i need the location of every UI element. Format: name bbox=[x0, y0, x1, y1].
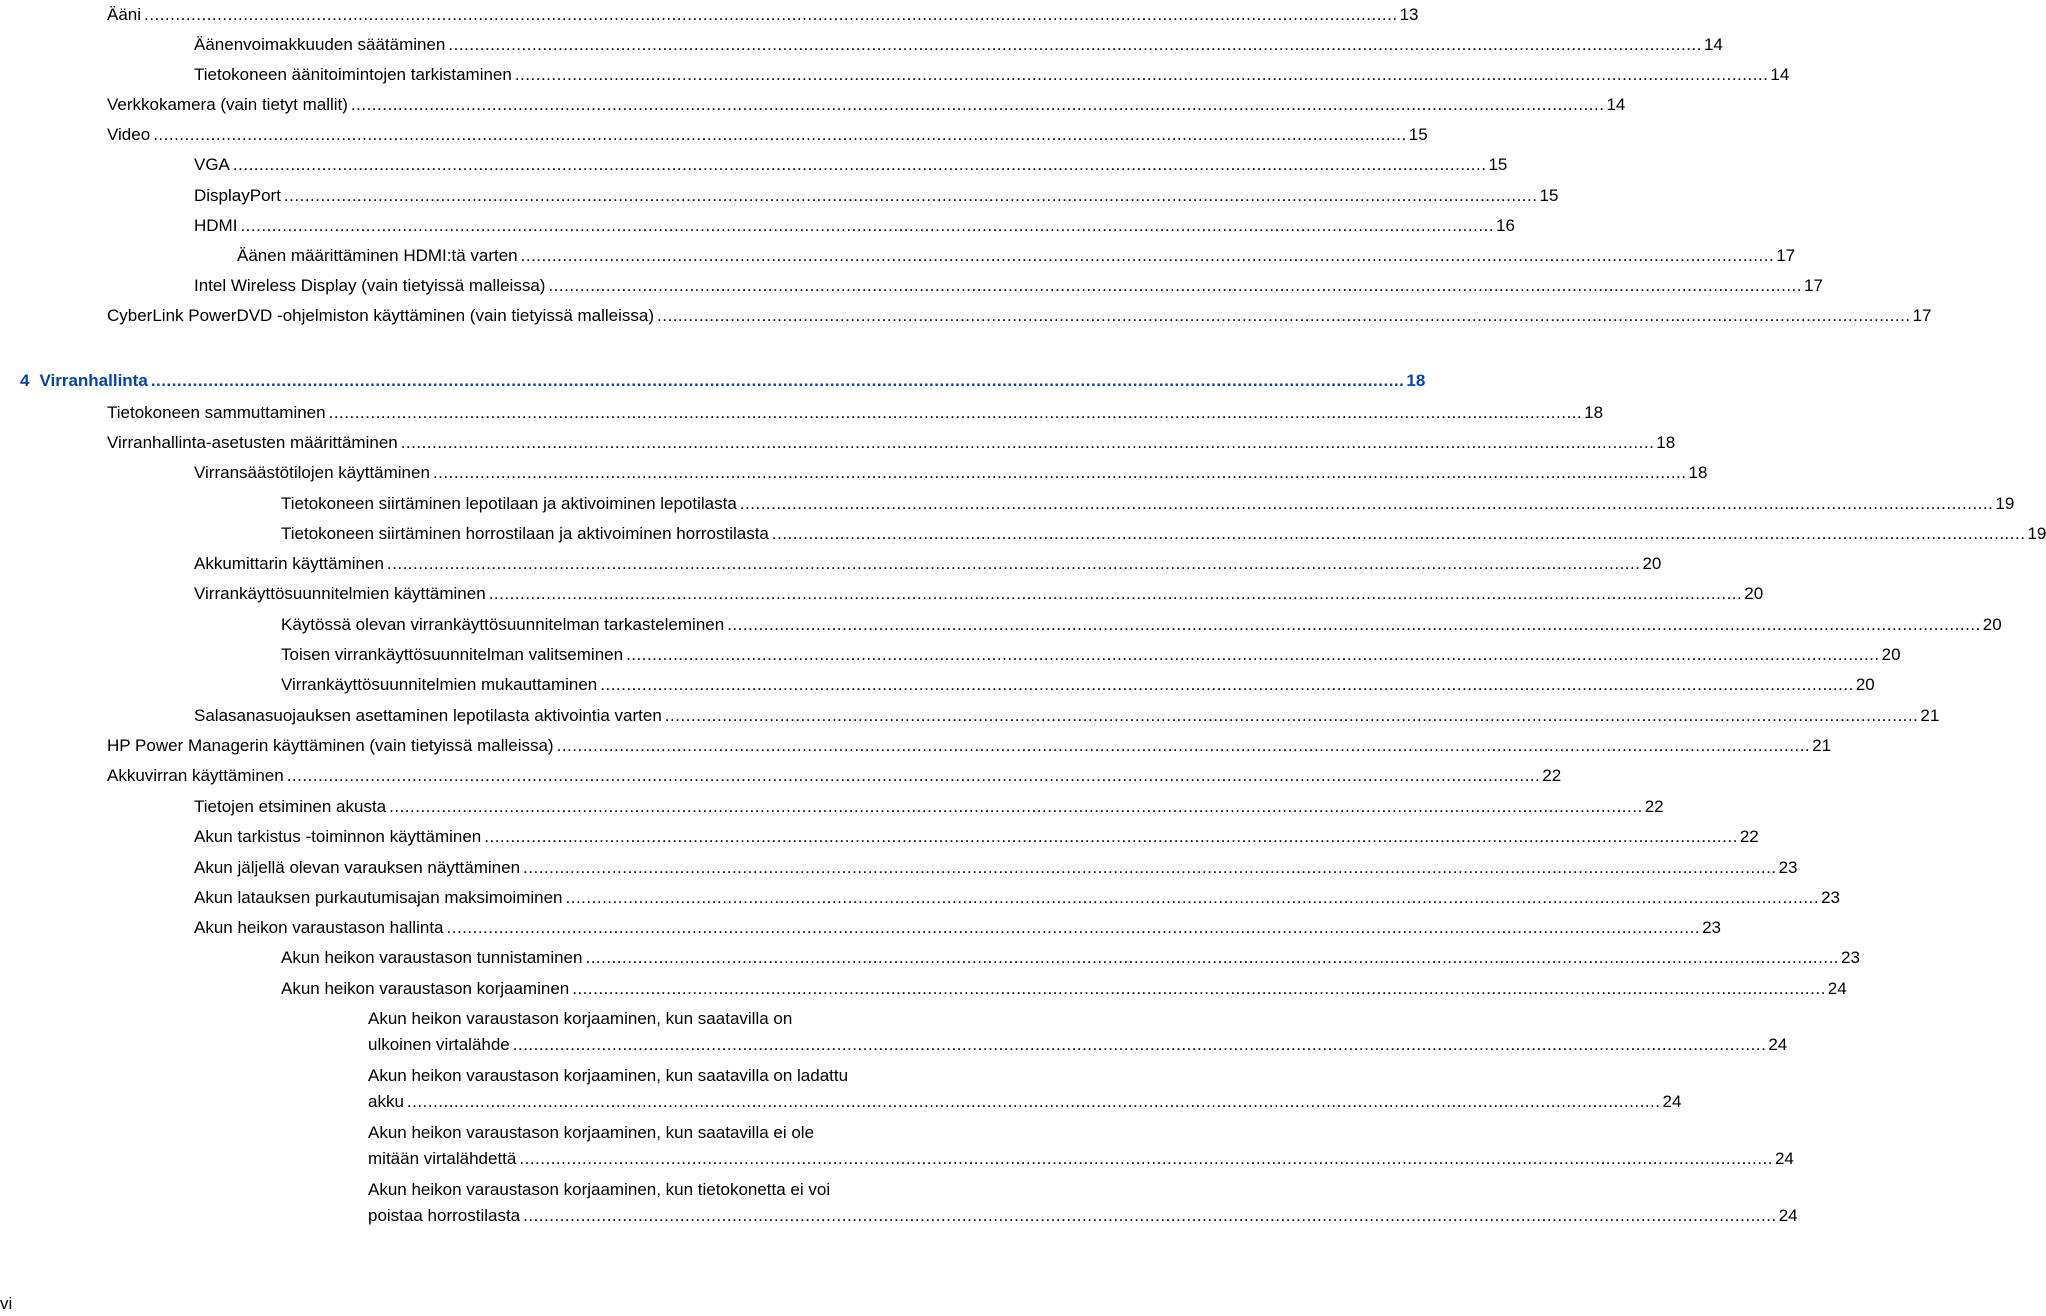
toc-entry-title: Akkumittarin käyttäminen bbox=[194, 554, 384, 573]
toc-leader-dots bbox=[448, 32, 1702, 58]
toc-entry-title: Käytössä olevan virrankäyttösuunnitelman tarkasteleminen bbox=[281, 615, 725, 634]
toc-entry-page: 20 bbox=[1744, 584, 1764, 603]
toc-entry-title: Virrankäyttösuunnitelmien mukauttaminen bbox=[281, 675, 598, 694]
toc-entry-page: 18 bbox=[1406, 371, 1426, 390]
toc-leader-dots bbox=[484, 824, 1738, 850]
toc-entry[interactable] bbox=[237, 243, 1796, 269]
toc-entry-page: 17 bbox=[1912, 306, 1932, 325]
toc-entry-title-cont: akku bbox=[368, 1092, 404, 1111]
toc-leader-dots bbox=[407, 1089, 1661, 1115]
toc-leader-dots bbox=[489, 581, 1743, 607]
toc-entry-title: Toisen virrankäyttösuunnitelman valitseminen bbox=[281, 645, 624, 664]
toc-entry-title: VGA bbox=[194, 155, 230, 174]
toc-entry-title: Akun latauksen purkautumisajan maksimoiminen bbox=[194, 888, 563, 907]
toc-entry-page: 14 bbox=[1606, 95, 1626, 114]
toc-leader-dots bbox=[772, 521, 2026, 547]
toc-entry-page: 24 bbox=[1774, 1149, 1794, 1168]
toc-entry-title: Virransäästötilojen käyttäminen bbox=[194, 463, 430, 482]
toc-leader-dots bbox=[329, 400, 1583, 426]
toc-entry-title: HDMI bbox=[194, 216, 238, 235]
toc-entry[interactable] bbox=[368, 1006, 1788, 1058]
toc-entry-title: Tietokoneen äänitoimintojen tarkistaminen bbox=[194, 65, 512, 84]
toc-entry-title: Akun heikon varaustason korjaaminen, kun saatavilla on ladattu bbox=[368, 1066, 849, 1085]
toc-entry[interactable] bbox=[194, 915, 1721, 941]
toc-entry-title: Ääni bbox=[107, 5, 142, 24]
toc-entry-title-line2 bbox=[368, 1089, 1681, 1115]
toc-entry-title: Akun heikon varaustason hallinta bbox=[194, 918, 444, 937]
toc-entry-page: 23 bbox=[1821, 888, 1840, 907]
toc-leader-dots bbox=[521, 243, 1775, 269]
toc-leader-dots bbox=[287, 763, 1541, 789]
toc-entry[interactable] bbox=[107, 2, 1419, 28]
toc-entry-page: 19 bbox=[2027, 524, 2046, 543]
toc-entry-title-line2 bbox=[368, 1146, 1794, 1172]
toc-leader-dots bbox=[727, 612, 1981, 638]
toc-entry[interactable] bbox=[194, 213, 1515, 239]
toc-entry[interactable] bbox=[368, 1063, 1682, 1115]
toc-entry-page: 23 bbox=[1778, 858, 1798, 877]
toc-entry-title: Äänen määrittäminen HDMI:tä varten bbox=[237, 246, 518, 265]
toc-leader-dots bbox=[523, 1203, 1777, 1229]
toc-entry[interactable] bbox=[194, 885, 1840, 911]
toc-entry-title: Tietokoneen sammuttaminen bbox=[107, 403, 326, 422]
toc-entry[interactable] bbox=[194, 152, 1508, 178]
toc-leader-dots bbox=[740, 491, 1994, 517]
toc-entry-page: 20 bbox=[1642, 554, 1662, 573]
toc-entry[interactable] bbox=[281, 672, 1875, 698]
toc-leader-dots bbox=[233, 152, 1487, 178]
toc-entry-title-block bbox=[368, 1177, 1798, 1229]
toc-entry-title: HP Power Managerin käyttäminen (vain tietyissä malleissa) bbox=[107, 736, 554, 755]
toc-leader-dots bbox=[513, 1032, 1767, 1058]
toc-entry-page: 15 bbox=[1408, 125, 1428, 144]
toc-entry[interactable] bbox=[281, 612, 2002, 638]
toc-entry-title: Tietokoneen siirtäminen horrostilaan ja aktivoiminen horrostilasta bbox=[281, 524, 769, 543]
toc-entry[interactable] bbox=[194, 62, 1790, 88]
toc-entry[interactable] bbox=[194, 32, 1723, 58]
toc-entry-page: 18 bbox=[1656, 433, 1676, 452]
chapter-number: 4 bbox=[20, 371, 30, 390]
toc-leader-dots bbox=[515, 62, 1769, 88]
toc-leader-dots bbox=[284, 183, 1538, 209]
toc-entry[interactable] bbox=[107, 122, 1428, 148]
toc-entry-page: 17 bbox=[1776, 246, 1796, 265]
toc-entry-page: 20 bbox=[1982, 615, 2002, 634]
toc-leader-dots bbox=[566, 885, 1820, 911]
toc-entry-title: Akun tarkistus -toiminnon käyttäminen bbox=[194, 827, 482, 846]
toc-entry[interactable] bbox=[107, 400, 1604, 426]
toc-entry-title: Akun jäljellä olevan varauksen näyttäminen bbox=[194, 858, 521, 877]
toc-entry[interactable] bbox=[281, 491, 2015, 517]
toc-entry-title-block bbox=[368, 1120, 1794, 1172]
toc-entry[interactable] bbox=[194, 581, 1764, 607]
toc-leader-dots bbox=[572, 976, 1826, 1002]
toc-entry-title-cont: ulkoinen virtalähde bbox=[368, 1035, 510, 1054]
toc-entry-page: 14 bbox=[1770, 65, 1790, 84]
toc-entry[interactable] bbox=[194, 703, 1940, 729]
toc-leader-dots bbox=[519, 1146, 1773, 1172]
toc-entry-page: 13 bbox=[1399, 5, 1419, 24]
toc-entry-page: 23 bbox=[1702, 918, 1721, 937]
toc-entry[interactable] bbox=[194, 460, 1708, 486]
toc-entry-title: Äänenvoimakkuuden säätäminen bbox=[194, 35, 446, 54]
toc-leader-dots bbox=[523, 855, 1777, 881]
toc-entry-title-line2 bbox=[368, 1203, 1798, 1229]
toc-entry[interactable] bbox=[107, 763, 1562, 789]
toc-chapter-entry[interactable] bbox=[20, 368, 1426, 394]
toc-leader-dots bbox=[585, 945, 1839, 971]
toc-entry-page: 20 bbox=[1881, 645, 1901, 664]
toc-entry-title: CyberLink PowerDVD -ohjelmiston käyttäminen (vain tietyissä malleissa) bbox=[107, 306, 655, 325]
toc-entry-page: 16 bbox=[1496, 216, 1515, 235]
toc-entry[interactable] bbox=[194, 794, 1664, 820]
toc-entry[interactable] bbox=[107, 303, 1932, 329]
toc-entry-title: Akun heikon varaustason korjaaminen, kun saatavilla ei ole bbox=[368, 1123, 815, 1142]
toc-entry-title: Akkuvirran käyttäminen bbox=[107, 766, 284, 785]
toc-entry-page: 14 bbox=[1703, 35, 1723, 54]
toc-entry-page: 18 bbox=[1688, 463, 1708, 482]
toc-leader-dots bbox=[433, 460, 1687, 486]
toc-entry-page: 21 bbox=[1920, 706, 1940, 725]
toc-leader-dots bbox=[240, 213, 1494, 239]
toc-entry-title-line2 bbox=[368, 1032, 1787, 1058]
toc-entry-page: 24 bbox=[1827, 979, 1847, 998]
toc-entry-title: Akun heikon varaustason korjaaminen bbox=[281, 979, 570, 998]
toc-entry-page: 24 bbox=[1768, 1035, 1788, 1054]
toc-entry-title: Akun heikon varaustason korjaaminen, kun tietokonetta ei voi bbox=[368, 1180, 831, 1199]
toc-entry[interactable] bbox=[281, 642, 1901, 668]
toc-entry-title-cont: mitään virtalähdettä bbox=[368, 1149, 517, 1168]
toc-entry[interactable] bbox=[281, 945, 1860, 971]
toc-entry-page: 17 bbox=[1804, 276, 1823, 295]
toc-entry-page: 20 bbox=[1855, 675, 1875, 694]
toc-leader-dots bbox=[401, 430, 1655, 456]
toc-entry-page: 19 bbox=[1995, 494, 2015, 513]
toc-leader-dots bbox=[626, 642, 1880, 668]
toc-entry-page: 23 bbox=[1841, 948, 1860, 967]
toc-entry-title: Tietokoneen siirtäminen lepotilaan ja aktivoiminen lepotilasta bbox=[281, 494, 737, 513]
toc-leader-dots bbox=[144, 2, 1398, 28]
toc-leader-dots bbox=[389, 794, 1643, 820]
toc-entry-title-cont: poistaa horrostilasta bbox=[368, 1206, 521, 1225]
toc-entry-title: Video bbox=[107, 125, 151, 144]
toc-entry-title-block bbox=[368, 1006, 1787, 1058]
toc-entry-page: 18 bbox=[1584, 403, 1604, 422]
toc-entry[interactable] bbox=[107, 430, 1676, 456]
toc-entry[interactable] bbox=[107, 92, 1626, 118]
toc-entry[interactable] bbox=[194, 183, 1559, 209]
toc-entry-page: 15 bbox=[1539, 186, 1559, 205]
toc-leader-dots bbox=[548, 273, 1802, 299]
toc-entry[interactable] bbox=[194, 855, 1798, 881]
toc-chapter-title bbox=[20, 368, 148, 394]
toc-entry-page: 22 bbox=[1644, 797, 1664, 816]
toc-entry-title: Virrankäyttösuunnitelmien käyttäminen bbox=[194, 584, 486, 603]
toc-entry-title-block bbox=[368, 1063, 1681, 1115]
toc-leader-dots bbox=[657, 303, 1911, 329]
page-number-footer: vi bbox=[0, 1294, 13, 1313]
toc-entry[interactable] bbox=[194, 551, 1662, 577]
toc-entry[interactable] bbox=[281, 976, 1847, 1002]
toc-entry[interactable] bbox=[107, 733, 1832, 759]
toc-entry[interactable] bbox=[281, 521, 2046, 547]
toc-entry-title: Virranhallinta-asetusten määrittäminen bbox=[107, 433, 398, 452]
toc-entry-title: Tietojen etsiminen akusta bbox=[194, 797, 387, 816]
toc-entry-title: DisplayPort bbox=[194, 186, 281, 205]
toc-entry-title: Verkkokamera (vain tietyt mallit) bbox=[107, 95, 348, 114]
toc-entry[interactable] bbox=[194, 273, 1823, 299]
toc-leader-dots bbox=[153, 122, 1407, 148]
toc-entry[interactable] bbox=[368, 1177, 1798, 1229]
toc-leader-dots bbox=[387, 551, 1641, 577]
toc-entry[interactable] bbox=[368, 1120, 1794, 1172]
toc-entry-title: Akun heikon varaustason korjaaminen, kun saatavilla on bbox=[368, 1009, 793, 1028]
toc-entry-title: Intel Wireless Display (vain tietyissä malleissa) bbox=[194, 276, 546, 295]
toc-entry-page: 22 bbox=[1739, 827, 1759, 846]
toc-leader-dots bbox=[600, 672, 1854, 698]
toc-entry-page: 15 bbox=[1488, 155, 1508, 174]
toc-entry-title: Akun heikon varaustason tunnistaminen bbox=[281, 948, 583, 967]
toc-entry-page: 22 bbox=[1542, 766, 1562, 785]
toc-entry[interactable] bbox=[194, 824, 1759, 850]
toc-entry-page: 21 bbox=[1812, 736, 1832, 755]
toc-entry-title: Salasanasuojauksen asettaminen lepotilasta aktivointia varten bbox=[194, 706, 662, 725]
toc-leader-dots bbox=[665, 703, 1919, 729]
toc-leader-dots bbox=[447, 915, 1701, 941]
toc-leader-dots bbox=[557, 733, 1811, 759]
toc-leader-dots bbox=[151, 368, 1405, 394]
toc-entry-page: 24 bbox=[1778, 1206, 1798, 1225]
toc-leader-dots bbox=[351, 92, 1605, 118]
toc-entry-page: 24 bbox=[1662, 1092, 1682, 1111]
chapter-title-text: Virranhallinta bbox=[39, 371, 148, 390]
